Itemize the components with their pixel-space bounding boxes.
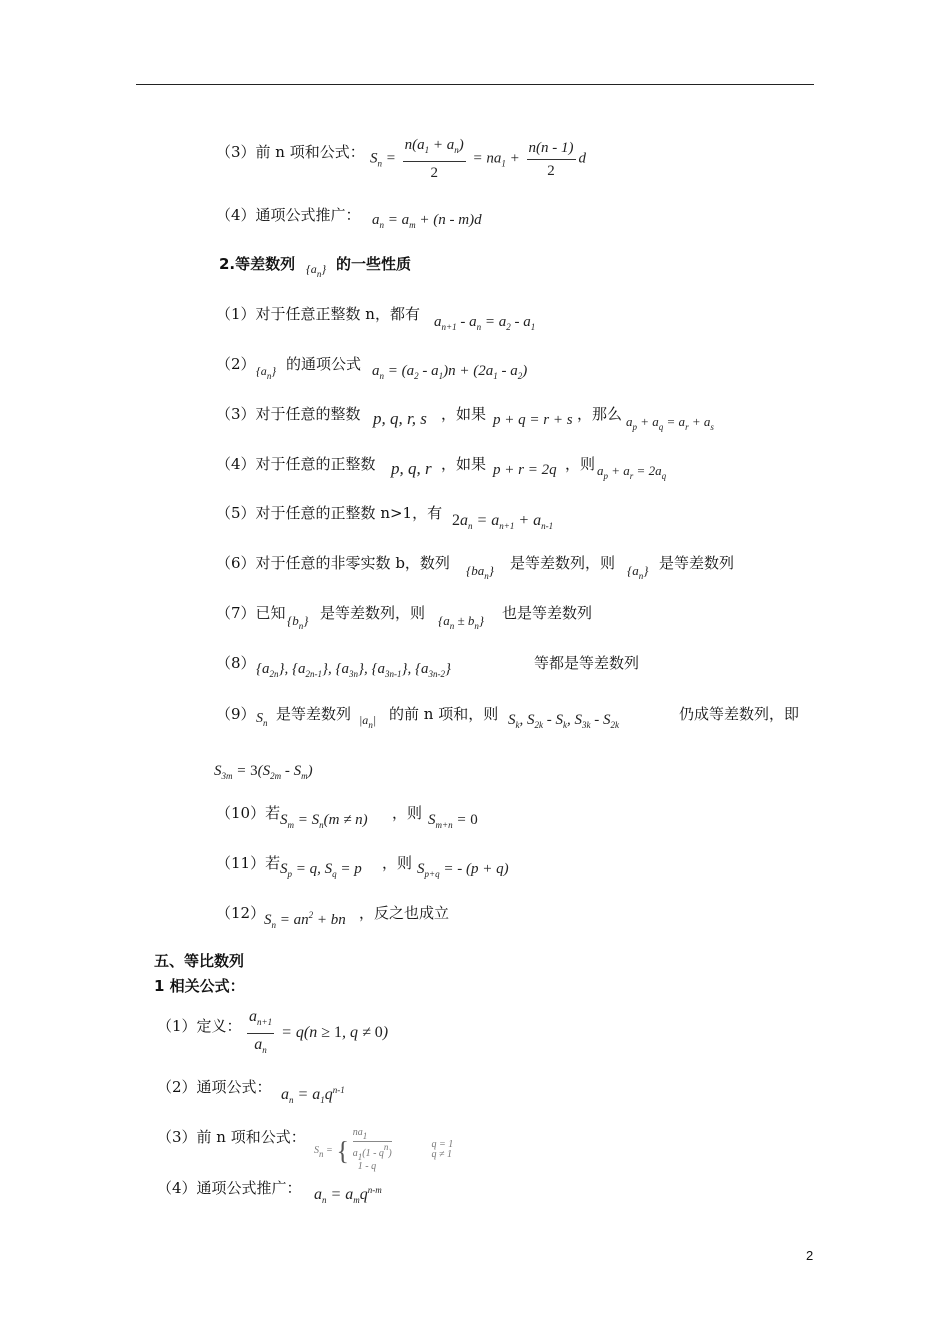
item-text: ，如果 <box>441 405 487 423</box>
vars-pqr: p, q, r <box>391 459 432 478</box>
seq-ban: $\{ba_n\}$ <box>466 563 494 581</box>
item-label: （12） <box>216 904 266 922</box>
item-label: （4）对于任意的正整数 <box>216 455 376 473</box>
section-title: 五、等比数列 <box>154 952 245 970</box>
vars-pqrs: p, q, r, s <box>373 409 427 428</box>
item-text: 的前 n 项和，则 <box>389 705 499 723</box>
prop-formula: $a_p + a_q = a_r + a_s$ <box>626 414 714 432</box>
general-term-ext: $a_n = a_m + (n - m)d$ <box>372 212 482 230</box>
item-label: （3）对于任意的整数 <box>216 405 361 423</box>
geo-general-term-ext: $a_n = a_mq^{n-m}$ <box>314 1185 382 1205</box>
item-text: ，则 <box>565 455 596 473</box>
prop-formula: $a_p + a_r = 2a_q$ <box>597 463 667 481</box>
item-label: （10）若 <box>216 804 281 822</box>
item-label: （2）通项公式： <box>157 1078 272 1096</box>
item-label: （8） <box>216 654 256 672</box>
item-text: ，则 <box>382 854 413 872</box>
item-text: 的通项公式 <box>286 355 362 373</box>
item-label: （6）对于任意的非零实数 b，数列 <box>216 554 450 572</box>
seq-bn: $\{b_n\}$ <box>287 613 309 631</box>
item-label: （4）通项公式推广： <box>216 206 361 224</box>
prop-formula: $S_{p+q}$ = - (p + q) <box>417 861 509 879</box>
seq-an: $|a_n|$ <box>359 713 377 730</box>
sum-formula: $S_n$ = $\frac{n(a_1 + a_n)}{2}$ = $na_1$ + $\frac{n(n - 1)}{2}$ d <box>370 137 586 181</box>
item-text: 等都是等差数列 <box>534 654 640 672</box>
seq-an: $\{a_n\}$ <box>306 262 327 279</box>
subsection-title-suffix: 的一些性质 <box>336 255 412 273</box>
item-text: 是等差数列，则 <box>510 554 616 572</box>
item-label: （9） <box>216 705 256 723</box>
subseq-list: $\{a_{2n}\}$, $\{a_{2n-1}\}$, $\{a_{3n}\}$, $\{a_{3n-1}\}$, $\{a_{3n-2}\}$ <box>256 661 451 679</box>
prop-formula: $a_n = (a_2 - a_1)n + (2a_1 - a_2)$ <box>372 363 528 381</box>
header-rule <box>136 84 814 85</box>
prop-formula: $a_{n+1} - a_n = a_2 - a_1$ <box>434 314 536 332</box>
prop-formula: $S_n = an^2$ + bn <box>264 910 346 930</box>
item-text: 是等差数列 <box>276 705 352 723</box>
item-label: （3）前 n 项和公式： <box>157 1128 306 1146</box>
geo-general-term: $a_n = a_1q^{n-1}$ <box>281 1085 345 1105</box>
item-text: 是等差数列 <box>659 554 735 572</box>
ratio-definition: $\frac{a_{n+1}}{a_n}$ = q(n ≥ 1, q ≠ 0) <box>249 1008 389 1055</box>
item-label: （4）通项公式推广： <box>157 1179 302 1197</box>
item-label: （7）已知 <box>216 604 286 622</box>
item-text: ，反之也成立 <box>359 904 450 922</box>
subsection-title: 2.等差数列 <box>219 255 296 273</box>
cond-formula: $S_p = q$, $S_q = p$ <box>280 861 362 879</box>
item-label: （11）若 <box>216 854 281 872</box>
item-text: 也是等差数列 <box>502 604 593 622</box>
item-text: ，则 <box>392 804 423 822</box>
page-number: 2 <box>806 1248 814 1263</box>
partial-sums: $S_k$, $S_{2k} - S_k$, $S_{3k} - S_{2k}$ <box>508 712 619 730</box>
prop-formula: $2a_n = a_{n+1} + a_{n-1}$ <box>452 512 554 531</box>
item-label: （1）对于任意正整数 n，都有 <box>216 305 420 323</box>
subsection-title: 1 相关公式： <box>154 977 245 995</box>
item-label: （1）定义： <box>157 1017 242 1035</box>
item-label: （3）前 n 项和公式： <box>216 143 365 161</box>
geo-sum-formula: $S_n$ = { $na_1$ $a_1(1 - q^n)$ 1 - q q = 1 q ≠ 1 <box>314 1127 454 1172</box>
sn: $S_n$ <box>256 711 268 728</box>
prop-formula: $S_{m+n} = 0$ <box>428 812 478 830</box>
item-text: 仍成等差数列，即 <box>679 705 800 723</box>
item-label: （5）对于任意的正整数 n>1，有 <box>216 504 443 522</box>
cond-formula: p + q = r + s <box>493 412 573 428</box>
item-label: （2） <box>216 355 256 373</box>
seq-an: $\{a_n\}$ <box>627 563 649 581</box>
item-text: ，如果 <box>441 455 487 473</box>
cond-formula: p + r = 2q <box>493 462 557 478</box>
item-text: ，那么 <box>577 405 623 423</box>
item-text: 是等差数列，则 <box>320 604 426 622</box>
seq-an-pm-bn: $\{a_n \pm b_n\}$ <box>438 613 485 631</box>
cond-formula: $S_m = S_n(m \ne n)$ <box>280 812 368 830</box>
s3m-formula: $S_{3m} = 3(S_{2m} - S_m)$ <box>214 763 313 781</box>
seq-an: $\{a_n\}$ <box>256 364 277 381</box>
